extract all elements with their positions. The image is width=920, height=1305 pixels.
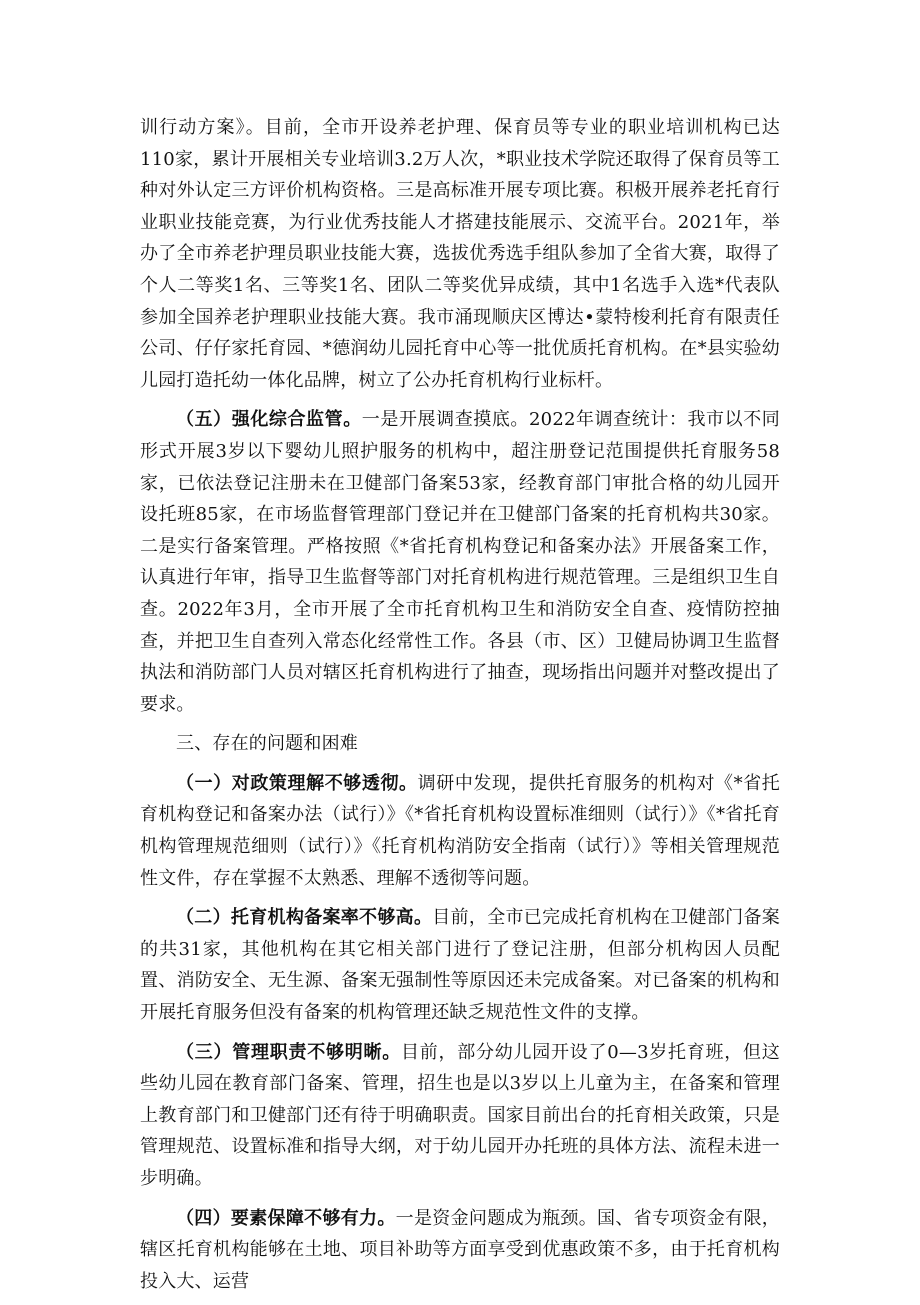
paragraph-lead: （三）管理职责不够明晰。: [176, 1041, 401, 1063]
document-body: [140, 112, 780, 1305]
paragraph-text: 训行动方案》。目前，全市开设养老护理、保育员等专业的职业培训机构已达110家，累计开展相关专业培训3.2万人次，*职业技术学院还取得了保育员等工种对外认定三方评价机构资格。三是高标准开展专项比赛。积极开展养老托育行业职业技能竞赛，为行业优秀技能人才搭建技能展示、交流平台。2021年，举办了全市养老护理员职业技能大赛，选拔优秀选手组队参加了全省大赛，取得了个人二等奖1名、三等奖1名、团队二等奖优异成绩，其中1名选手入选*代表队参加全国养老护理职业技能大赛。我市涌现顺庆区博达•蒙特梭利托育有限责任公司、仔仔家托育园、*德润幼儿园托育中心等一批优质托育机构。在*县实验幼儿园打造托幼一体化品牌，树立了公办托育机构行业标杆。: [140, 117, 780, 391]
paragraph-resource-guarantee: [140, 1203, 780, 1298]
paragraph-lead: （二）托育机构备案率不够高。: [176, 907, 433, 929]
paragraph-text: 调研中发现，提供托育服务的机构对《*省托育机构登记和备案办法（试行）》《*省托育机构设置标准细则（试行）》《*省托育机构管理规范细则（试行）》《托育机构消防安全指南（试行）》等相关管理规范性文件，存在掌握不太熟悉、理解不透彻等问题。: [140, 772, 780, 889]
paragraph-responsibilities: [140, 1037, 780, 1195]
paragraph-policy-understanding: [140, 768, 780, 894]
paragraph-training-plan: [140, 112, 780, 396]
paragraph-text: 一是资金问题成为瓶颈。国、省专项资金有限，辖区托育机构能够在土地、项目补助等方面享受到优惠政策不多，由于托育机构投入大、运营: [140, 1207, 780, 1292]
paragraph-text: 目前，部分幼儿园开设了0—3岁托育班，但这些幼儿园在教育部门备案、管理，招生也是以3岁以上儿童为主，在备案和管理上教育部门和卫健部门还有待于明确职责。国家目前出台的托育相关政策，只是管理规范、设置标准和指导大纲，对于幼儿园开办托班的具体方法、流程未进一步明确。: [140, 1041, 780, 1189]
paragraph-text: 一是开展调查摸底。2022年调查统计：我市以不同形式开展3岁以下婴幼儿照护服务的机构中，超注册登记范围提供托育服务58家，已依法登记注册未在卫健部门备案53家，经教育部门审批合格的幼儿园开设托班85家，在市场监督管理部门登记并在卫健部门备案的托育机构共30家。二是实行备案管理。严格按照《*省托育机构登记和备案办法》开展备案工作，认真进行年审，指导卫生监督等部门对托育机构进行规范管理。三是组织卫生自查。2022年3月，全市开展了全市托育机构卫生和消防安全自查、疫情防控抽查，并把卫生自查列入常态化经常性工作。各县（市、区）卫健局协调卫生监督执法和消防部门人员对辖区托育机构进行了抽查，现场指出问题并对整改提出了要求。: [140, 409, 780, 715]
paragraph-lead: （五）强化综合监管。: [176, 409, 362, 431]
section-heading-text: 三、存在的问题和困难: [176, 733, 358, 755]
paragraph-text: 目前，全市已完成托育机构在卫健部门备案的共31家，其他机构在其它相关部门进行了登记注册，但部分机构因人员配置、消防安全、无生源、备案无强制性等原因还未完成备案。对已备案的机构和开展托育服务但没有备案的机构管理还缺乏规范性文件的支撑。: [140, 907, 780, 1024]
paragraph-filing-rate: [140, 902, 780, 1028]
paragraph-lead: （一）对政策理解不够透彻。: [176, 772, 418, 794]
paragraph-supervision: [140, 404, 780, 720]
section-heading-problems: [140, 728, 780, 760]
paragraph-lead: （四）要素保障不够有力。: [176, 1207, 396, 1229]
